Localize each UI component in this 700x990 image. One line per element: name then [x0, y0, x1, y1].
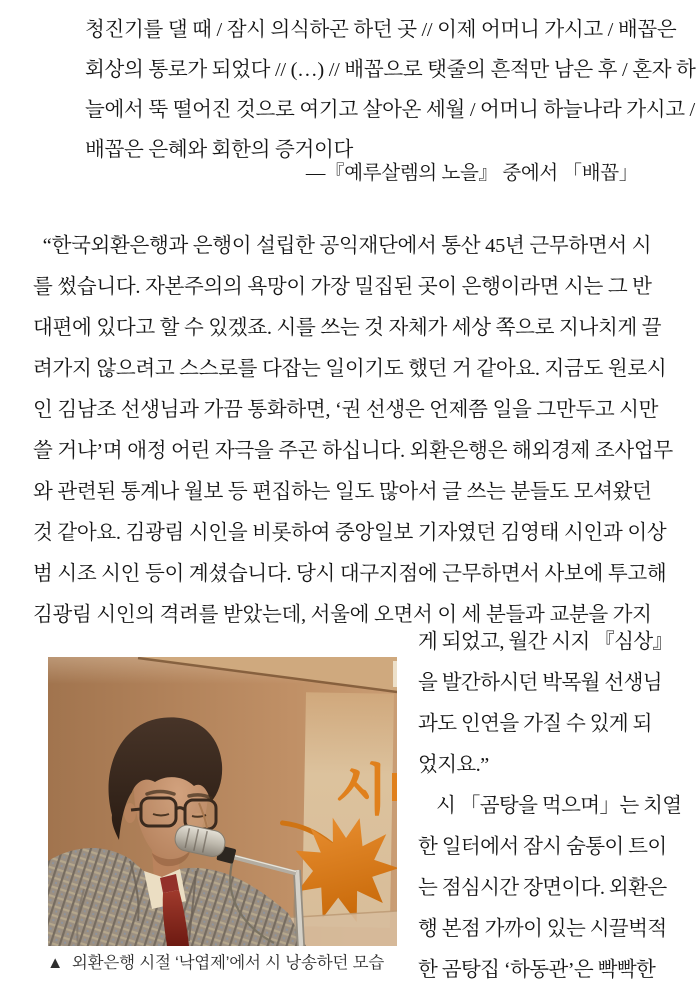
text-line: 회상의 통로가 되었다 // (…) // 배꼽으로 탯줄의 흔적만 남은 후 / 혼자 하: [85, 59, 696, 81]
text-line: 김광림 시인의 격려를 받았는데, 서울에 오면서 이 세 분들과 교분을 가지: [33, 604, 652, 626]
text-line: 를 썼습니다. 자본주의의 욕망이 가장 밀집된 곳이 은행이라면 시는 그 반: [33, 276, 652, 298]
text-line: 려가지 않으려고 스스로를 다잡는 일이기도 했던 거 같아요. 지금도 원로시: [33, 358, 667, 380]
text-line: 쓸 거냐’며 애정 어린 자극을 주곤 하십니다. 외환은행은 해외경제 조사업무: [33, 440, 673, 462]
poem-attribution: —『예루살렘의 노을』 중에서 「배꼽」: [305, 163, 638, 184]
text-line: “한국외환은행과 은행이 설립한 공익재단에서 통산 45년 근무하면서 시: [33, 235, 652, 257]
text-line: 범 시조 시인 등이 계셨습니다. 당시 대구지점에 근무하면서 사보에 투고해: [33, 563, 667, 585]
text-line: 와 관련된 통계나 월보 등 편집하는 일도 많아서 글 쓰는 분들도 모셔왔던: [33, 481, 652, 503]
text-line: 한 일터에서 잠시 숨통이 트이: [418, 836, 667, 858]
text-line: 한 곰탕집 ‘하동관’은 빡빡한: [418, 959, 656, 981]
text-line: 늘에서 뚝 떨어진 것으로 여기고 살아온 세월 / 어머니 하늘나라 가시고 /: [85, 99, 695, 121]
photo-illustration: [48, 657, 397, 946]
article-paragraph-main: [33, 226, 673, 636]
ear: [124, 803, 136, 823]
photo-poetry-reading: [48, 657, 397, 946]
text-line: 것 같아요. 김광림 시인을 비롯하여 중앙일보 기자였던 김영태 시인과 이상: [33, 522, 667, 544]
text-line: 시 「곰탕을 먹으며」는 치열: [418, 795, 682, 817]
text-line: 과도 인연을 가질 수 있게 되: [418, 713, 652, 735]
photo-caption: ▲ 외환은행 시절 ‘낙엽제’에서 시 낭송하던 모습: [47, 954, 385, 972]
banner-text-clipped: [392, 773, 397, 801]
banner-text: 시: [335, 760, 389, 821]
poem-excerpt: [85, 10, 696, 170]
text-line: 었지요.”: [418, 754, 489, 776]
text-line: 배꼽은 은혜와 회한의 증거이다: [85, 139, 354, 161]
text-line: 인 김남조 선생님과 가끔 통화하면, ‘권 선생은 언제쯤 일을 그만두고 시만: [33, 399, 659, 421]
text-line: 게 되었고, 월간 시지 『심상』: [418, 631, 673, 653]
article-paragraph-column: [418, 622, 682, 990]
text-line: 대편에 있다고 할 수 있겠죠. 시를 쓰는 것 자체가 세상 쪽으로 지나치게 끌: [33, 317, 662, 339]
text-line: 는 점심시간 장면이다. 외환은: [418, 877, 667, 899]
text-line: 청진기를 댈 때 / 잠시 의식하곤 하던 곳 // 이제 어머니 가시고 / 배꼽은: [85, 19, 677, 41]
text-line: 행 본점 가까이 있는 시끌벅적: [418, 918, 667, 940]
text-line: 을 발간하시던 박목월 선생님: [418, 672, 663, 694]
